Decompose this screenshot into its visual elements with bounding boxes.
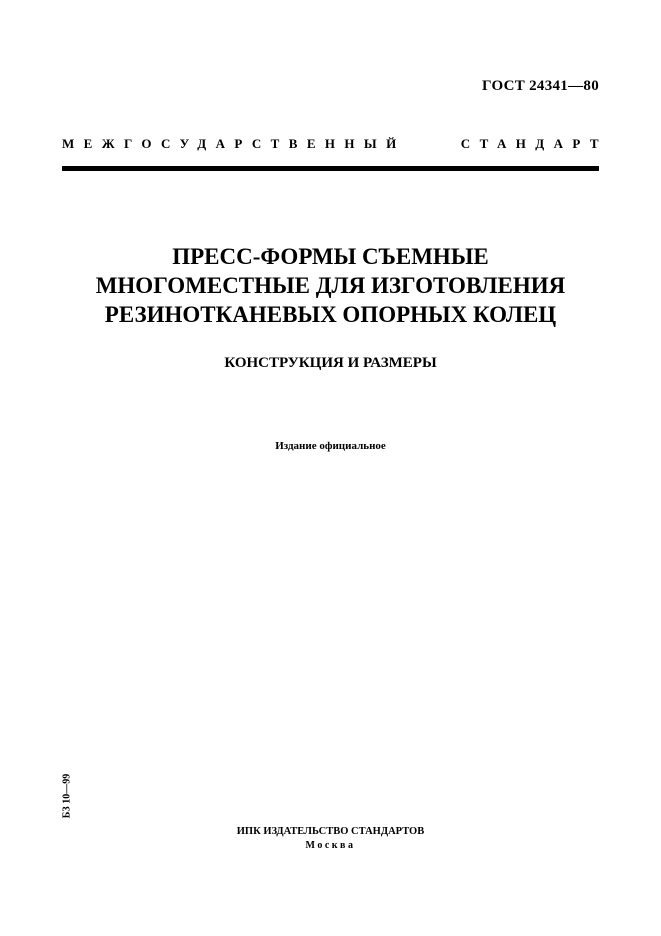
title-line-1: ПРЕСС-ФОРМЫ СЪЕМНЫЕ xyxy=(172,244,489,269)
publisher-name: ИПК ИЗДАТЕЛЬСТВО СТАНДАРТОВ xyxy=(236,826,425,837)
side-code-text: БЗ 10—99 xyxy=(61,773,73,819)
standard-type-right: СТАНДАРТ xyxy=(460,136,608,151)
document-title xyxy=(0,242,661,329)
edition-note: Издание официальное xyxy=(275,440,386,452)
title-line-3: РЕЗИНОТКАНЕВЫХ ОПОРНЫХ КОЛЕЦ xyxy=(104,302,557,327)
heading-divider xyxy=(62,166,599,171)
document-subtitle: КОНСТРУКЦИЯ И РАЗМЕРЫ xyxy=(224,355,437,371)
side-code xyxy=(58,772,76,820)
gost-number: ГОСТ 24341—80 xyxy=(481,78,599,94)
standard-type-heading xyxy=(62,136,608,152)
standard-type-left: МЕЖГОСУДАРСТВЕННЫЙ xyxy=(62,136,406,151)
title-line-2: МНОГОМЕСТНЫЕ ДЛЯ ИЗГОТОВЛЕНИЯ xyxy=(95,273,566,298)
publisher-city: Москва xyxy=(305,840,356,851)
